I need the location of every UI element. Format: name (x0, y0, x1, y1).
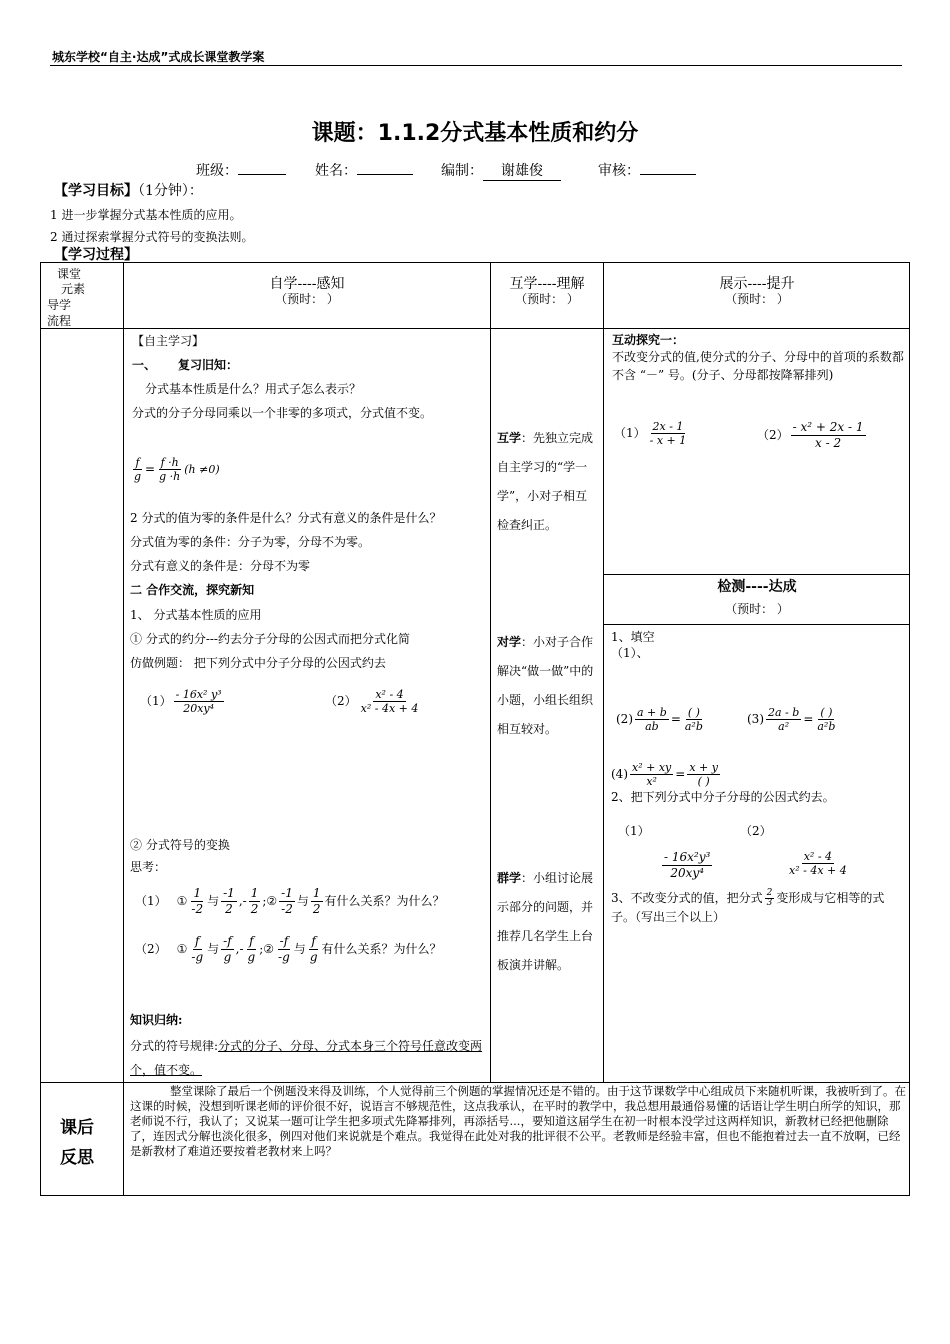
process-heading: 【学习过程】 (54, 247, 138, 263)
goal-item: 1 进一步掌握分式基本性质的应用。 (50, 208, 242, 222)
name-field (315, 160, 413, 180)
check-item-1: 1、填空 (611, 630, 655, 644)
class-field (196, 160, 286, 180)
pair-study-paragraph: 对学：小对子合作解决“做一做”中的小题，小组长组织相互较对。 (497, 635, 594, 736)
class-label: 班级： (196, 163, 238, 179)
mutual-study-paragraph: 互学：先独立完成自主学习的“学一学”，小对子相互检查纠正。 (497, 431, 594, 532)
think-question-1: （1） ① $\frac{1}{-2}$ 与 $\frac{-1}{2}$ ,- $\frac{1}{2}$ ;② $\frac{-1}{-2}$ 与 $\frac{1}{2}$ 有什么关系？为什么？ (135, 886, 445, 916)
self-study-tag: 【自主学习】 (132, 334, 205, 348)
section-one-title: 复习旧知： (178, 358, 239, 372)
section-two-item: 仿做例题： 把下列分式中分子分母的公因式约去 (130, 656, 386, 670)
think-question-2: （2） ① $\frac{f}{-g}$ 与 $\frac{-f}{g}$ ,- $\frac{f}{g}$ ;② $\frac{-f}{-g}$ 与 $\frac{f}{g}$ 有什么关系？为什么？ (135, 934, 442, 964)
col1-header-line: 课堂 (57, 267, 82, 281)
summary-title: 知识归纳: (130, 1013, 183, 1027)
check-item-2-1-label: （1） (618, 824, 650, 838)
school-header: 城东学校“自主·达成”式成长课堂教学案 (52, 50, 265, 64)
reflection-label: 课后 反思 (60, 1118, 94, 1168)
check-item-2-1: $\frac{\text{- 16x²y³}}{\text{20xy⁴}}$ (664, 850, 711, 880)
group-study-paragraph: 群学：小组讨论展示部分的问题，并推荐几名学生上台板演并讲解。 (497, 871, 594, 972)
basic-property-formula: $\frac{f}{g}$ = $\frac{f \cdot h}{g \cdot h}$ (h ≠0) (134, 456, 220, 483)
review-question-1: 分式基本性质是什么？用式子怎么表示？ (145, 382, 362, 396)
editor-field (441, 160, 561, 181)
inquiry-item-2: （2） $\frac{\text{- x² + 2x - 1}}{x - 2}$ (757, 420, 864, 450)
check-item-2-2: $\frac{\text{x² - 4}}{\text{x² - 4x + 4}}$ (789, 850, 847, 877)
section-two-item: ① 分式的约分---约去分子分母的公因式而把分式化简 (130, 632, 410, 646)
check-item-3: 3、不改变分式的值，把分式 $\frac{2}{3}$ 变形成与它相等的式子。（写出三个以上） (611, 888, 885, 924)
inquiry-text: 不改变分式的值,使分式的分子、分母中的首项的系数都不含 “－” 号。(分子、分母都按降幂排列) (612, 350, 904, 382)
page-title: 课题：1.1.2分式基本性质和约分 (311, 121, 639, 146)
name-value[interactable] (357, 174, 413, 175)
row-divider (40, 1082, 910, 1083)
header-rule (50, 65, 902, 66)
col4-header-time: （预时： ） (725, 292, 789, 306)
check-item-1-3: (3) $\frac{2a - b}{\text{a²}}$ = $\frac{( )}{\text{a²b}}$ (747, 706, 836, 733)
review-answer-3: 分式有意义的条件是：分母不为零 (130, 559, 311, 573)
formula-fraction: $\frac{f}{g}$ (134, 456, 142, 483)
class-value[interactable] (238, 174, 286, 175)
inquiry-title: 互动探究一： (612, 333, 685, 347)
col-divider (603, 262, 604, 1082)
review-field (598, 160, 696, 180)
example-fraction: $\frac{\text{x² - 4}}{\text{x² - 4x + 4}}$ (360, 688, 419, 715)
inquiry-item-1: （1） $\frac{2x - 1}{- x + 1}$ (614, 420, 687, 447)
editor-value: 谢雄俊 (483, 160, 561, 181)
check-item-1-2: (2) $\frac{a + b}{ab}$ = $\frac{( )}{\text{a²b}}$ (616, 706, 703, 733)
review-answer-1: 分式的分子分母同乘以一个非零的多项式，分式值不变。 (132, 406, 433, 420)
goals-heading-line (54, 180, 203, 200)
col-divider (490, 262, 491, 1082)
col2-header-title: 自学----感知 (269, 276, 345, 292)
check-title: 检测----达成 (717, 579, 797, 595)
editor-label: 编制： (441, 163, 483, 179)
check-item-1-4: (4) $\frac{\text{x² + xy}}{\text{x²}}$ = $\frac{x + y}{( )}$ (611, 761, 718, 788)
row-divider (603, 574, 910, 575)
col1-header-line: 元素 (61, 282, 86, 296)
example-1: （1） $\frac{\text{- 16x² y³}}{\text{20xy⁴}}$ (140, 688, 222, 715)
check-item-2: 2、把下列分式中分子分母的公因式约去。 (611, 790, 835, 804)
reflection-text: 整堂课除了最后一个例题没来得及训练，个人觉得前三个例题的掌握情况还是不错的。由于这节课数学中心组成员下来随机听课，我被听到了。在这课的时候，没想到听课老师的评价很不好，说语言不够规范性，这点我承认，在平时的教学中，我总想用最通俗易懂的话语让学生明白所学的知识，那老师说不行，我认了；又说某一题可让学生把多项式先降幂排列，再添括号...，要知道这届学生在初一时根本没学过这两样知识，新教材已经把他删除了，连因式分解也淡化很多，例四对他们来说就是个难点。我觉得在此处对我的批评很不公平。老教师是经验丰富，但也不能抱着过去一直不放啊，已经是新教材了难道还要按着老教材来上吗？ (130, 1084, 906, 1158)
review-label: 审核： (598, 163, 640, 179)
check-time: （预时： ） (725, 602, 789, 616)
goals-heading: 【学习目标】 (54, 183, 138, 199)
section-two-heading: 二 合作交流，探究新知 (130, 583, 255, 597)
check-item-2-2-label: （2） (740, 824, 772, 838)
col2-header-time: （预时： ） (275, 292, 339, 306)
goal-item: 2 通过探索掌握分式符号的变换法则。 (50, 230, 254, 244)
section-one-heading (132, 356, 238, 373)
col-divider (123, 262, 124, 1196)
formula-fraction: $\frac{f \cdot h}{g \cdot h}$ (159, 456, 181, 483)
summary-rule: 分式的符号规律:分式的分子、分母、分式本身三个符号任意改变两个，值不变。 (130, 1039, 483, 1077)
row-divider (603, 624, 910, 625)
col4-header-title: 展示----提升 (719, 276, 795, 292)
think-label: 思考： (130, 860, 167, 874)
review-value[interactable] (640, 174, 696, 175)
review-answer-2: 分式值为零的条件：分子为零，分母不为零。 (130, 535, 371, 549)
col3-header-title: 互学----理解 (509, 276, 585, 292)
review-question-2: 2 分式的值为零的条件是什么？分式有意义的条件是什么？ (130, 511, 442, 525)
section-one-num: 一、 (132, 358, 157, 372)
check-item-1-1: （1）、 (611, 646, 649, 660)
example-fraction: $\frac{\text{- 16x² y³}}{\text{20xy⁴}}$ (175, 688, 222, 715)
row-divider (40, 328, 910, 329)
name-label: 姓名： (315, 163, 357, 179)
col3-header-time: （预时： ） (515, 292, 579, 306)
col1-header-line: 流程 (47, 314, 72, 328)
goals-time: （1分钟）： (138, 183, 203, 199)
section-two-item: 1、 分式基本性质的应用 (130, 608, 262, 622)
col1-header-line: 导学 (47, 298, 72, 312)
example-2: （2） $\frac{\text{x² - 4}}{\text{x² - 4x + 4}}$ (325, 688, 419, 715)
sign-change-heading: ② 分式符号的变换 (130, 838, 230, 852)
